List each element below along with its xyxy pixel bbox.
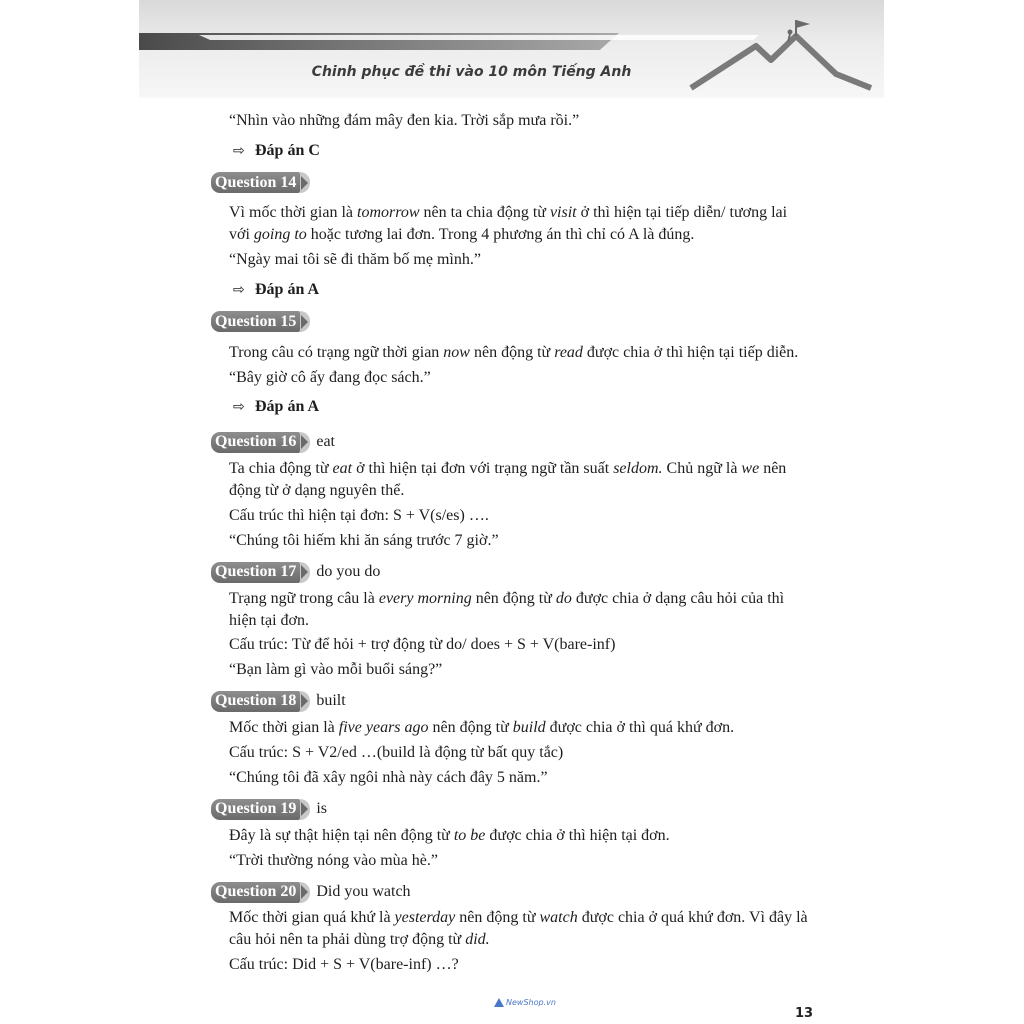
question-17-header bbox=[211, 561, 380, 583]
document-page bbox=[139, 0, 884, 1024]
right-arrow-icon: ⇨ bbox=[233, 143, 245, 159]
explanation-q16: Ta chia động từ eat ở thì hiện tại đơn với trạng ngữ tần suất seldom. Chủ ngữ là we nên động từ ở dạng nguyên thể. bbox=[229, 460, 787, 499]
question-answer: do you do bbox=[316, 563, 381, 580]
right-arrow-icon: ⇨ bbox=[233, 399, 245, 415]
question-answer: Did you watch bbox=[316, 883, 411, 900]
question-answer: is bbox=[316, 800, 328, 817]
question-badge: Question 18 bbox=[211, 691, 300, 712]
quote-q15: “Bây giờ cô ấy đang đọc sách.” bbox=[229, 369, 431, 386]
badge-arrow-icon bbox=[301, 435, 308, 449]
explanation-q20: Mốc thời gian quá khứ là yesterday nên động từ watch được chia ở quá khứ đơn. Vì đây là câu hỏi nên ta phải dùng trợ động từ did. bbox=[229, 909, 808, 948]
logo-icon bbox=[494, 998, 504, 1007]
header-stripe bbox=[199, 35, 759, 40]
page-header bbox=[139, 0, 884, 98]
question-answer: eat bbox=[316, 433, 335, 450]
badge-arrow-icon bbox=[301, 694, 308, 708]
question-20-header bbox=[211, 881, 411, 903]
mountain-flag-icon bbox=[686, 16, 876, 96]
explanation-q17: Trạng ngữ trong câu là every morning nên động từ do được chia ở dạng câu hỏi của thì hiện tại đơn. bbox=[229, 590, 785, 629]
structure-q18: Cấu trúc: S + V2/ed …(build là động từ bất quy tắc) bbox=[229, 744, 564, 761]
question-badge: Question 15 bbox=[211, 311, 300, 332]
explanation-q18: Mốc thời gian là five years ago nên động từ build được chia ở thì quá khứ đơn. bbox=[229, 719, 735, 736]
quote-q18: “Chúng tôi đã xây ngôi nhà này cách đây 5 năm.” bbox=[229, 769, 548, 786]
answer-q14: ⇨ Đáp án A bbox=[233, 279, 319, 301]
question-badge: Question 19 bbox=[211, 799, 300, 820]
question-badge: Question 17 bbox=[211, 562, 300, 583]
explanation-q15: Trong câu có trạng ngữ thời gian now nên động từ read được chia ở thì hiện tại tiếp diễn. bbox=[229, 344, 799, 361]
structure-q17: Cấu trúc: Từ để hỏi + trợ động từ do/ does + S + V(bare-inf) bbox=[229, 636, 616, 653]
page-number: 13 bbox=[795, 1006, 814, 1021]
badge-arrow-icon bbox=[301, 176, 308, 190]
question-14-header bbox=[211, 172, 310, 193]
structure-q20: Cấu trúc: Did + S + V(bare-inf) …? bbox=[229, 956, 459, 973]
question-badge: Question 16 bbox=[211, 432, 300, 453]
question-19-header bbox=[211, 798, 327, 820]
badge-arrow-icon bbox=[301, 315, 308, 329]
answer-q13: ⇨ Đáp án C bbox=[233, 140, 320, 162]
explanation-q19: Đây là sự thật hiện tại nên động từ to be được chia ở thì hiện tại đơn. bbox=[229, 827, 670, 844]
question-15-header bbox=[211, 311, 310, 332]
question-badge: Question 14 bbox=[211, 172, 300, 193]
header-title: Chinh phục đề thi vào 10 môn Tiếng Anh bbox=[311, 64, 632, 80]
quote-q16: “Chúng tôi hiếm khi ăn sáng trước 7 giờ.” bbox=[229, 532, 499, 549]
quote-q14: “Ngày mai tôi sẽ đi thăm bố mẹ mình.” bbox=[229, 251, 481, 268]
quote-q19: “Trời thường nóng vào mùa hè.” bbox=[229, 852, 438, 869]
structure-q16: Cấu trúc thì hiện tại đơn: S + V(s/es) …. bbox=[229, 507, 489, 524]
explanation-q14: Vì mốc thời gian là tomorrow nên ta chia động từ visit ở thì hiện tại tiếp diễn/ tương lai với going to hoặc tương lai đơn. Trong 4 phương án thì chỉ có A là đúng. bbox=[229, 204, 788, 243]
question-18-header bbox=[211, 690, 346, 712]
quote-q17: “Bạn làm gì vào mỗi buổi sáng?” bbox=[229, 661, 443, 678]
footer-logo: NewShop.vn bbox=[494, 998, 556, 1007]
question-badge: Question 20 bbox=[211, 882, 300, 903]
question-answer: built bbox=[316, 692, 346, 709]
answer-q15: ⇨ Đáp án A bbox=[233, 396, 319, 418]
badge-arrow-icon bbox=[301, 802, 308, 816]
quote-q13: “Nhìn vào những đám mây đen kia. Trời sắp mưa rồi.” bbox=[229, 112, 580, 129]
badge-arrow-icon bbox=[301, 565, 308, 579]
question-16-header bbox=[211, 431, 335, 453]
badge-arrow-icon bbox=[301, 885, 308, 899]
right-arrow-icon: ⇨ bbox=[233, 282, 245, 298]
